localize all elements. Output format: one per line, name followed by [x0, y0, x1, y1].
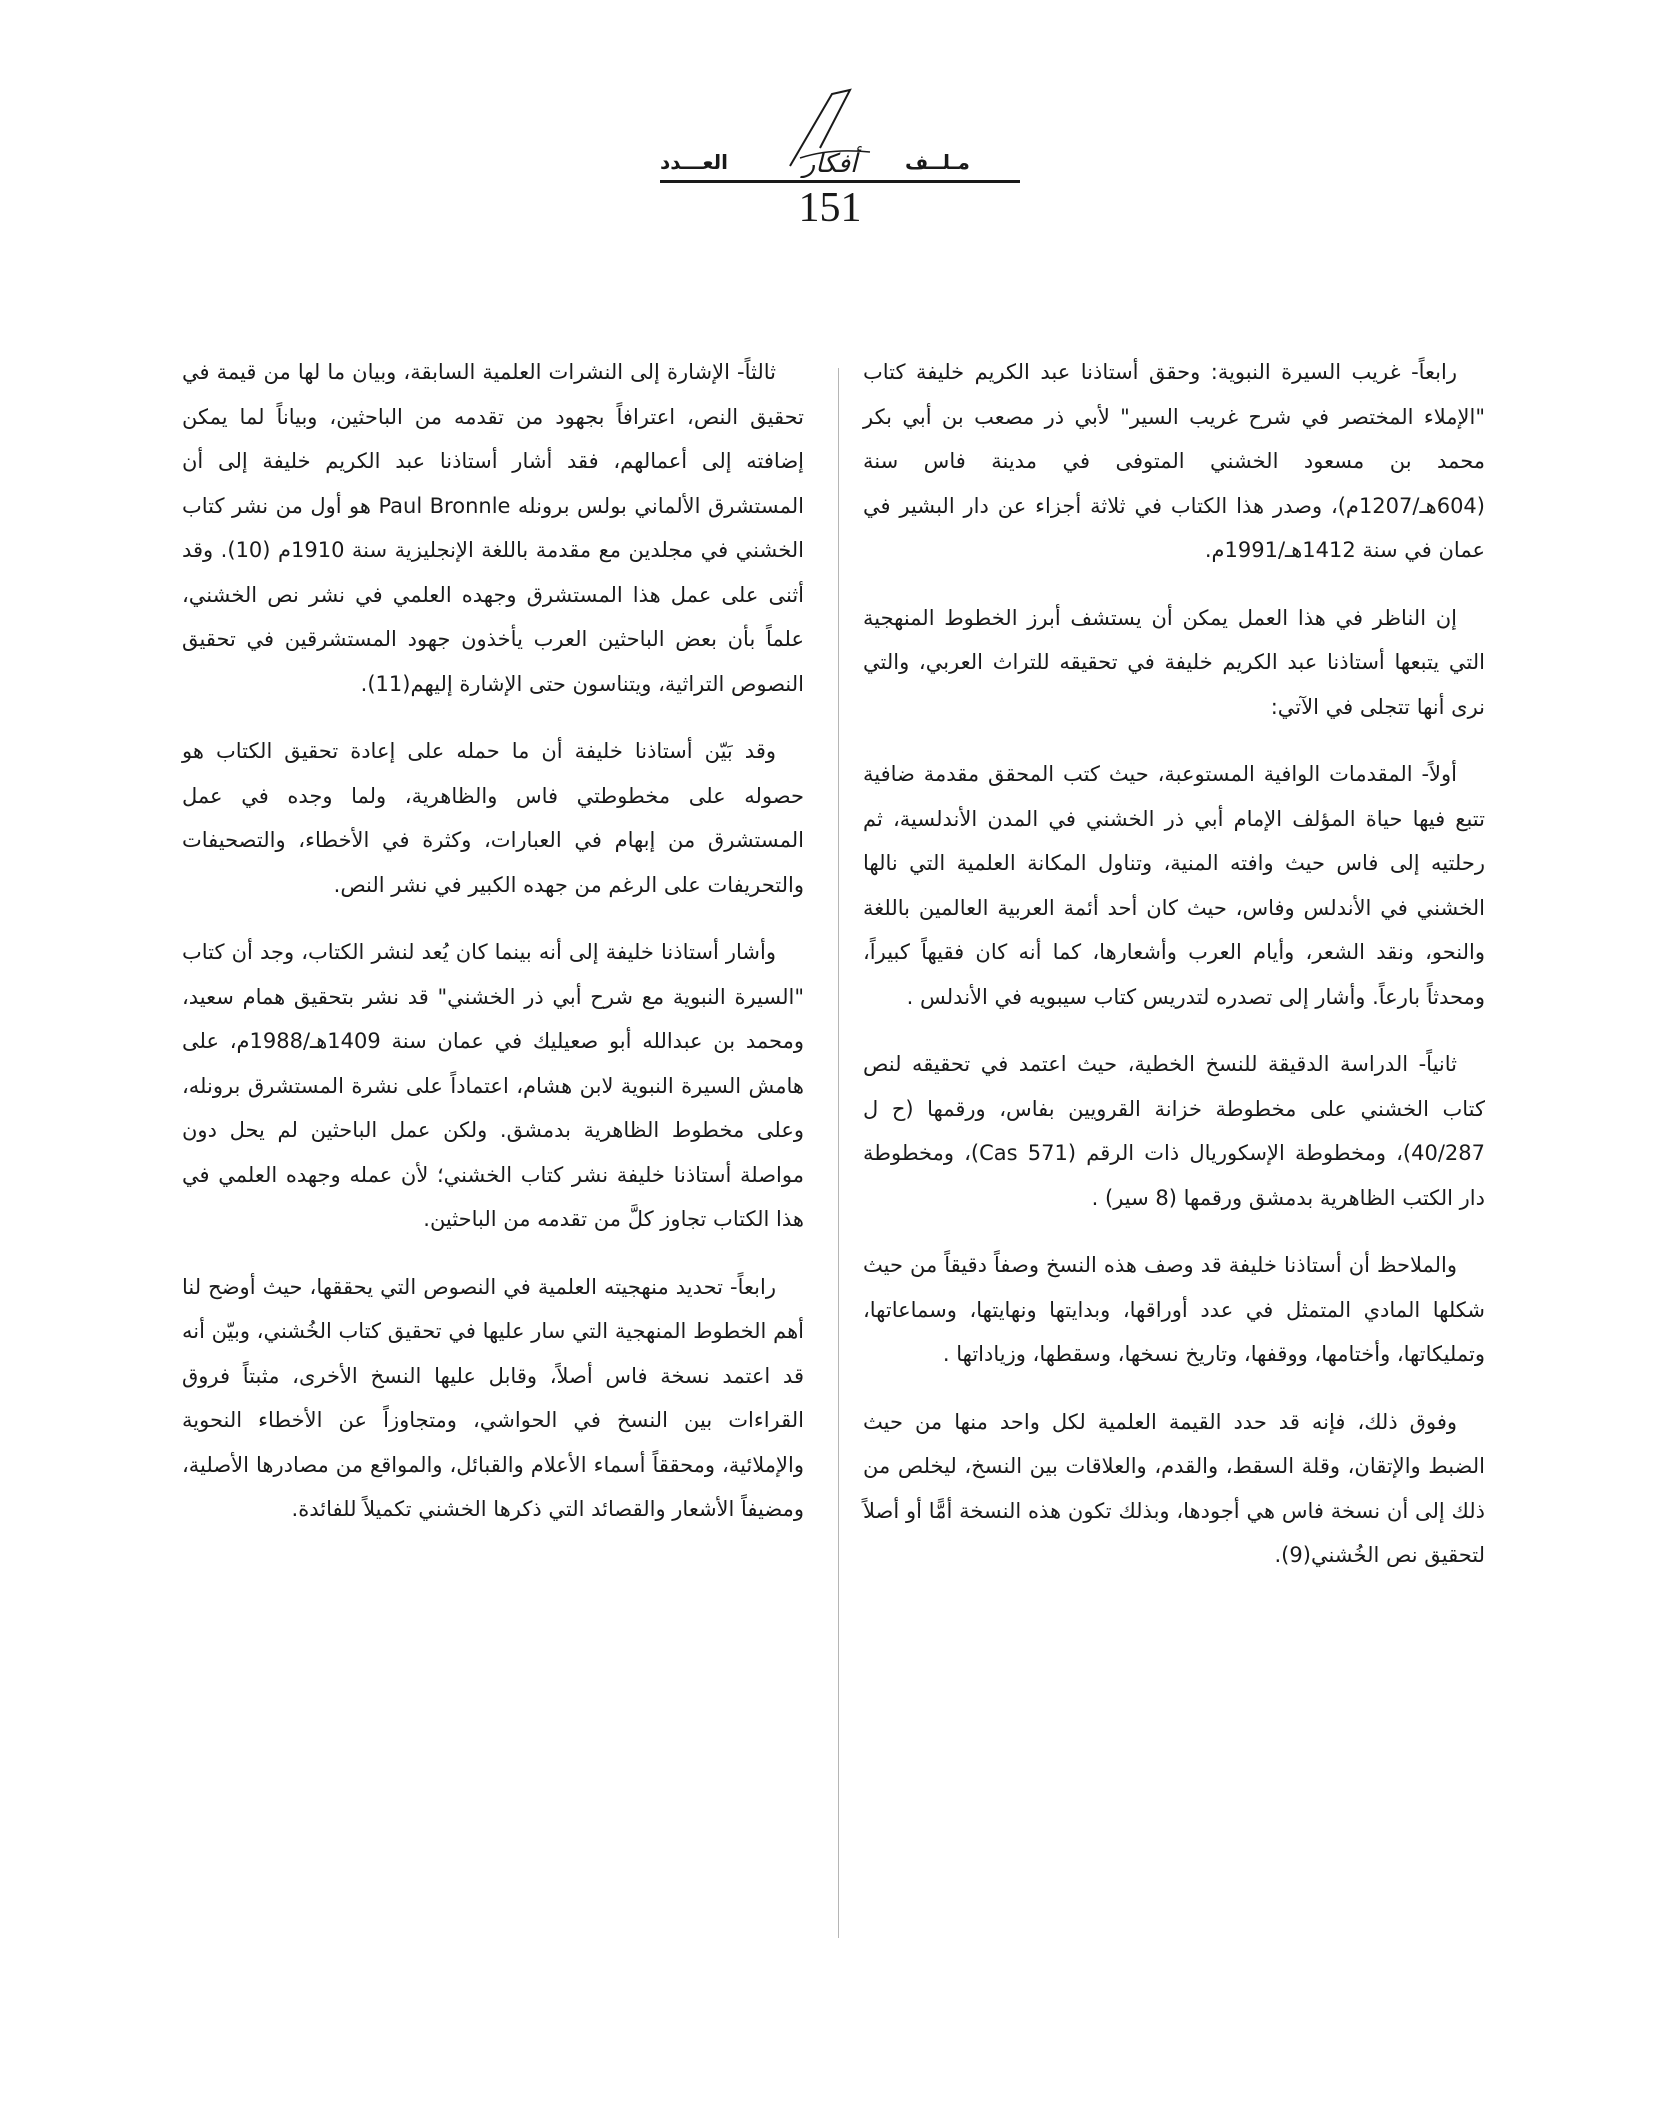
paragraph: رابعاً- تحديد منهجيته العلمية في النصوص التي يحققها، حيث أوضح لنا أهم الخطوط المنهجية التي سار عليها في تحقيق كتاب الخُشني، وبيّن أنه قد اعتمد نسخة فاس أصلاً، وقابل عليها النسخ الأخرى، مثبتاً فروق القراءات بين النسخ في الحواشي، ومتجاوزاً عن الأخطاء النحوية والإملائية، ومحققاً أسماء الأعلام والقبائل، والمواقع من مصادرها الأصلية، ومضيفاً الأشعار والقصائد التي ذكرها الخشني تكميلاً للفائدة.	[182, 1274, 804, 1521]
magazine-logo	[760, 88, 900, 178]
paragraph: والملاحظ أن أستاذنا خليفة قد وصف هذه النسخ وصفاً دقيقاً من حيث شكلها المادي المتمثل في عدد أوراقها، وبدايتها ونهايتها، وسماعاتها، وتمليكاتها، وأختامها، ووقفها، وتاريخ نسخها، وسقطها، وزياداتها .	[863, 1253, 1485, 1366]
left-column	[182, 350, 804, 1555]
paragraph: أولاً- المقدمات الوافية المستوعبة، حيث كتب المحقق مقدمة ضافية تتبع فيها حياة المؤلف الإمام أبي ذر الخشني في المدن الأندلسية، ثم رحلتيه إلى فاس حيث وافته المنية، وتناول المكانة العلمية التي نالها الخشني في الأندلس وفاس، حيث كان أحد أئمة العربية العالمين باللغة والنحو، ونقد الشعر، وأيام العرب وأشعارها، كما أنه كان فقيهاً كبيراً، ومحدثاً بارعاً. وأشار إلى تصدره لتدريس كتاب سيبويه في الأندلس .	[863, 762, 1485, 1009]
paragraph: إن الناظر في هذا العمل يمكن أن يستشف أبرز الخطوط المنهجية التي يتبعها أستاذنا عبد الكريم خليفة في تحقيقه للتراث العربي، والتي نرى أنها تتجلى في الآتي:	[863, 605, 1485, 719]
paragraph: وقد بَيّن أستاذنا خليفة أن ما حمله على إعادة تحقيق الكتاب هو حصوله على مخطوطتي فاس والظاهرية، ولما وجده في عمل المستشرق من إبهام في العبارات، وكثرة في الأخطاء، والتصحيفات والتحريفات على الرغم من جهده الكبير في نشر النص.	[182, 739, 804, 897]
paragraph: ثانياً- الدراسة الدقيقة للنسخ الخطية، حيث اعتمد في تحقيقه لنص كتاب الخشني على مخطوطة خزانة القرويين بفاس، ورقمها (ح ل 40/287)، ومخطوطة الإسكوريال ذات الرقم (571 Cas)، ومخطوطة دار الكتب الظاهرية بدمشق ورقمها (8 سير) .	[863, 1052, 1485, 1210]
paragraph: رابعاً- غريب السيرة النبوية: وحقق أستاذنا عبد الكريم خليفة كتاب "الإملاء المختصر في شرح غريب السير" لأبي ذر مصعب بن أبي بكر محمد بن مسعود الخشني المتوفى في مدينة فاس سنة (604هـ/1207م)، وصدر هذا الكتاب في ثلاثة أجزاء عن دار البشير في عمان في سنة 1412هـ/1991م.	[863, 360, 1485, 562]
right-column	[863, 350, 1485, 1601]
paragraph: وأشار أستاذنا خليفة إلى أنه بينما كان يُعد لنشر الكتاب، وجد أن كتاب "السيرة النبوية مع شرح أبي ذر الخشني" قد نشر بتحقيق همام سعيد، ومحمد بن عبدالله أبو صعيليك في عمان سنة 1409هـ/1988م، على هامش السيرة النبوية لابن هشام، اعتماداً على نشرة المستشرق برونله، وعلى مخطوط الظاهرية بدمشق. ولكن عمل الباحثين لم يحل دون مواصلة أستاذنا خليفة نشر كتاب الخشني؛ لأن عمله وجهده العلمي في هذا الكتاب تجاوز كلَّ من تقدمه من الباحثين.	[182, 940, 804, 1231]
logo-text: أفكار	[802, 149, 858, 178]
column-divider	[838, 368, 839, 1938]
paragraph: وفوق ذلك، فإنه قد حدد القيمة العلمية لكل واحد منها من حيث الضبط والإتقان، وقلة السقط، والقدم، والعلاقات بين النسخ، ليخلص من ذلك إلى أن نسخة فاس هي أجودها، وبذلك تكون هذه النسخة أمًّا أو أصلاً لتحقيق نص الخُشني(9).	[863, 1409, 1485, 1567]
page-header	[0, 80, 1654, 280]
paragraph: ثالثاً- الإشارة إلى النشرات العلمية السابقة، وبيان ما لها من قيمة في تحقيق النص، اعترافاً بجهود من تقدمه من الباحثين، وبياناً لما يمكن إضافته إلى أعمالهم، فقد أشار أستاذنا عبد الكريم خليفة إلى أن المستشرق الألماني بولس برونله Paul Bronnle هو أول من نشر كتاب الخشني في مجلدين مع مقدمة باللغة الإنجليزية سنة 1910م (10). وقد أثنى على عمل هذا المستشرق وجهده العلمي في نشر نص الخشني، علماً بأن بعض الباحثين العرب يأخذون جهود المستشرقين في تحقيق النصوص التراثية، ويتناسون حتى الإشارة إليهم(11).	[182, 360, 804, 696]
header-rule	[660, 180, 1020, 183]
page-number: 151	[798, 185, 862, 231]
issue-label: العـــدد	[660, 150, 728, 174]
file-label: مـلــف	[905, 150, 970, 174]
